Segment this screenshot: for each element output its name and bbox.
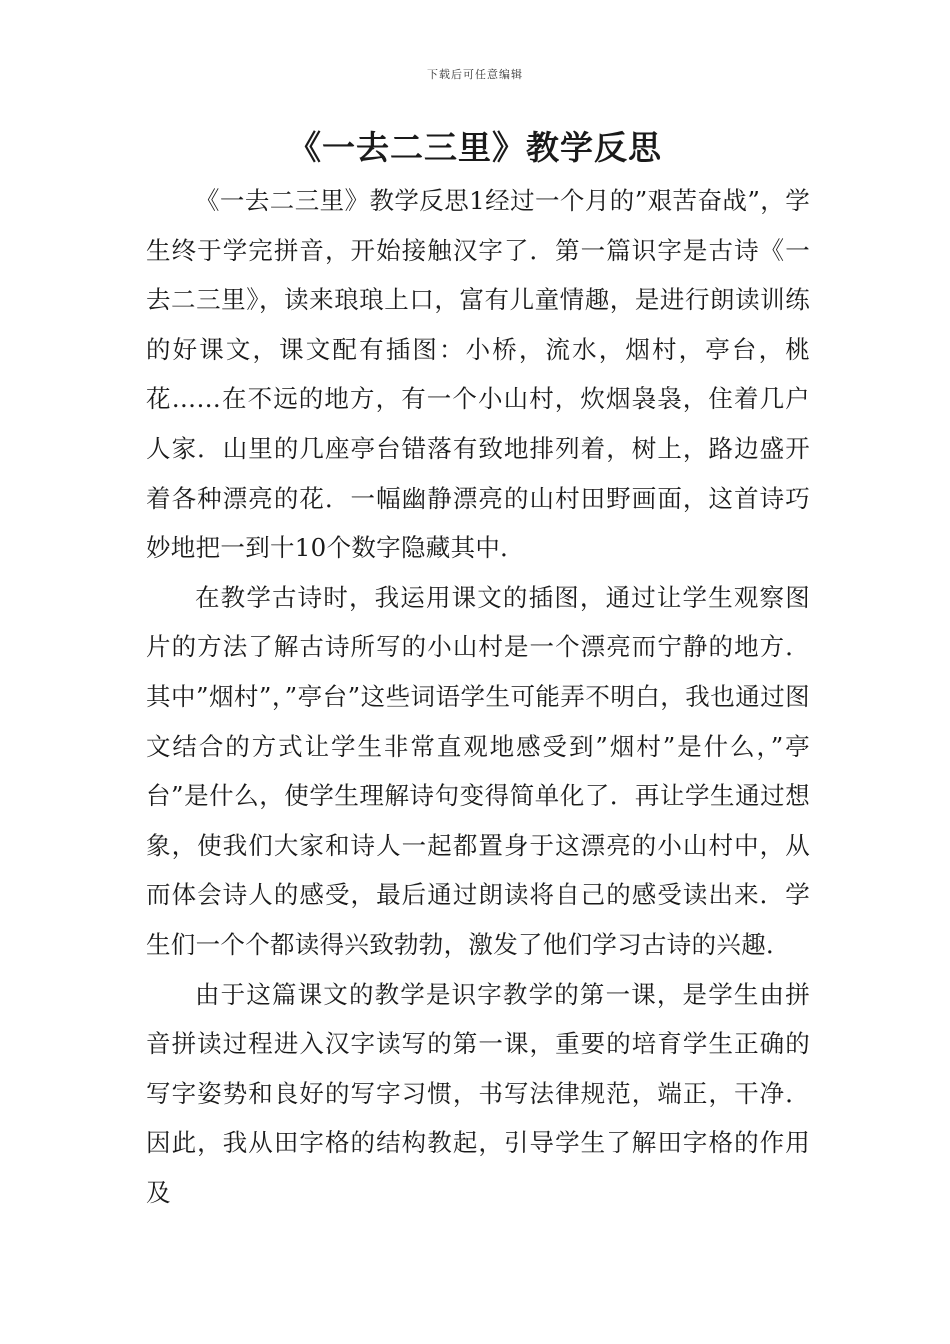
header-note: 下载后可任意编辑 [427,68,523,81]
document-body [146,176,810,1217]
page-title: 《一去二三里》教学反思 [288,128,662,167]
paragraph-1: 《一去二三里》教学反思1经过一个月的”艰苦奋战”，学生终于学完拼音，开始接触汉字了．第一篇识字是古诗《一去二三里》，读来琅琅上口，富有儿童情趣，是进行朗读训练的好课文，课文配有插图：小桥，流水，烟村，亭台，桃花……在不远的地方，有一个小山村，炊烟袅袅，住着几户人家．山里的几座亭台错落有致地排列着，树上，路边盛开着各种漂亮的花．一幅幽静漂亮的山村田野画面，这首诗巧妙地把一到十10个数字隐藏其中． [146,186,810,563]
paragraph-3: 由于这篇课文的教学是识字教学的第一课，是学生由拼音拼读过程进入汉字读写的第一课，重要的培育学生正确的写字姿势和良好的写字习惯，书写法律规范，端正，干净．因此，我从田字格的结构教起，引导学生了解田字格的作用及 [146,979,810,1207]
paragraph-2: 在教学古诗时，我运用课文的插图，通过让学生观察图片的方法了解古诗所写的小山村是一个漂亮而宁静的地方．其中”烟村”，”亭台”这些词语学生可能弄不明白，我也通过图文结合的方式让学生非常直观地感受到”烟村”是什么，”亭台”是什么，使学生理解诗句变得简单化了．再让学生通过想象，使我们大家和诗人一起都置身于这漂亮的小山村中，从而体会诗人的感受，最后通过朗读将自己的感受读出来．学生们一个个都读得兴致勃勃，激发了他们学习古诗的兴趣． [146,582,810,959]
